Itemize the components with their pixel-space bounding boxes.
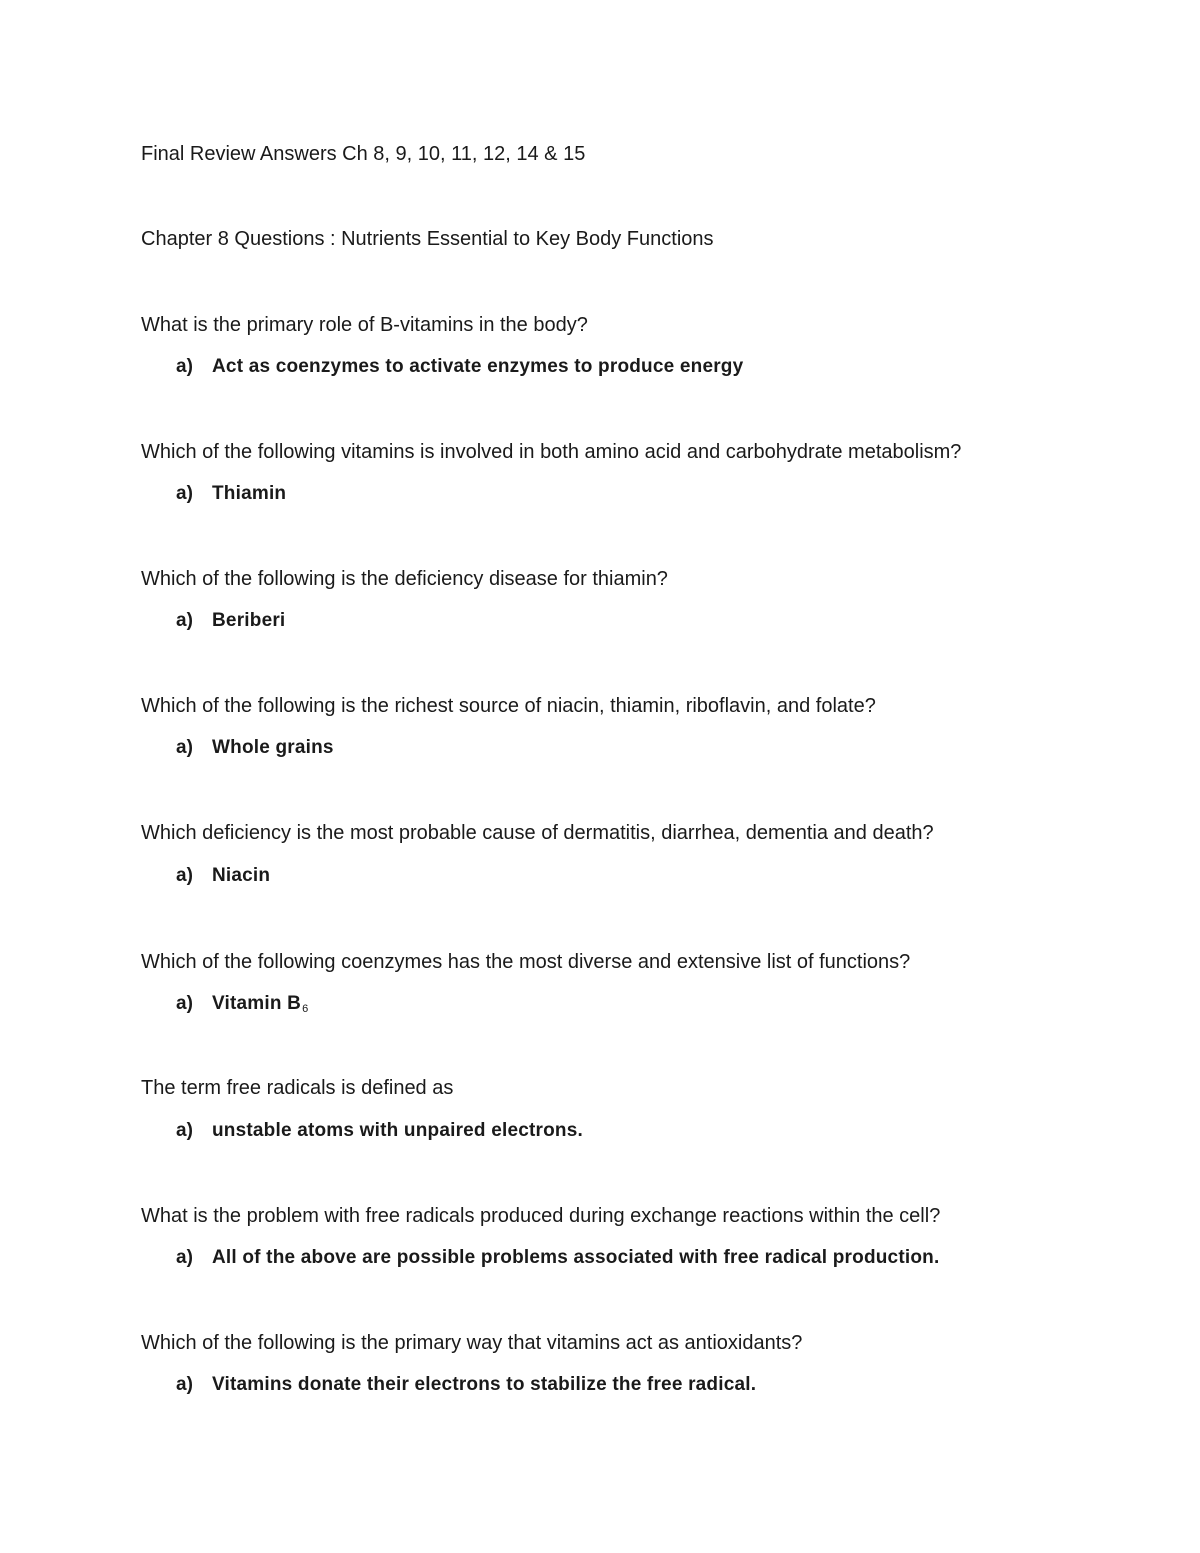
answer-marker: a): [176, 1247, 193, 1268]
answer-7: [176, 1119, 583, 1143]
answer-9: [176, 1373, 756, 1397]
answer-marker: a): [176, 865, 193, 886]
question-7: The term free radicals is defined as: [141, 1077, 454, 1099]
answer-2: [176, 482, 286, 506]
chapter-heading: Chapter 8 Questions : Nutrients Essential to Key Body Functions: [141, 228, 714, 250]
answer-text: unstable atoms with unpaired electrons.: [212, 1120, 583, 1141]
answer-marker: a): [176, 737, 193, 758]
answer-text: Whole grains: [212, 737, 334, 758]
answer-text: Thiamin: [212, 483, 287, 504]
answer-marker: a): [176, 1120, 193, 1141]
answer-text-main: Vitamin B: [212, 993, 302, 1014]
question-2: Which of the following vitamins is involved in both amino acid and carbohydrate metabolism?: [141, 441, 962, 463]
answer-subscript: 6: [302, 1003, 309, 1015]
answer-text: All of the above are possible problems associated with free radical production.: [212, 1247, 940, 1268]
answer-8: [176, 1246, 939, 1270]
answer-text: Act as coenzymes to activate enzymes to produce energy: [212, 356, 744, 377]
answer-text: [212, 992, 308, 1021]
question-5: Which deficiency is the most probable cause of dermatitis, diarrhea, dementia and death?: [141, 822, 934, 844]
question-4: Which of the following is the richest source of niacin, thiamin, riboflavin, and folate?: [141, 695, 876, 717]
document-title: Final Review Answers Ch 8, 9, 10, 11, 12, 14 & 15: [141, 143, 586, 165]
answer-3: [176, 609, 285, 633]
answer-text: Beriberi: [212, 610, 286, 631]
answer-4: [176, 736, 334, 760]
answer-6: [176, 992, 308, 1021]
answer-text: Niacin: [212, 865, 271, 886]
answer-marker: a): [176, 1374, 193, 1395]
question-6: Which of the following coenzymes has the most diverse and extensive list of functions?: [141, 951, 911, 973]
question-8: What is the problem with free radicals produced during exchange reactions within the cell?: [141, 1205, 941, 1227]
answer-text: Vitamins donate their electrons to stabilize the free radical.: [212, 1374, 757, 1395]
answer-1: [176, 355, 743, 379]
question-3: Which of the following is the deficiency disease for thiamin?: [141, 568, 668, 590]
question-9: Which of the following is the primary way that vitamins act as antioxidants?: [141, 1332, 803, 1354]
question-1: What is the primary role of B-vitamins in the body?: [141, 314, 588, 336]
answer-marker: a): [176, 610, 193, 631]
answer-marker: a): [176, 356, 193, 377]
answer-5: [176, 864, 270, 888]
answer-marker: a): [176, 483, 193, 504]
answer-marker: a): [176, 993, 193, 1014]
